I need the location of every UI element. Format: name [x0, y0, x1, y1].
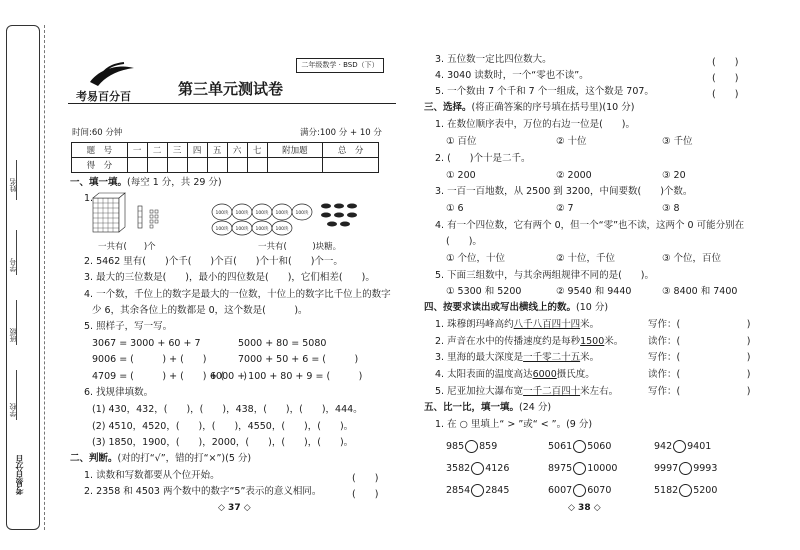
- q5-left-2: 9006 = ( ) + ( ): [92, 354, 207, 365]
- choice-4-option-3[interactable]: ③ 个位，百位: [662, 253, 722, 264]
- compare-circle[interactable]: [679, 462, 692, 475]
- svg-text:100块: 100块: [255, 227, 269, 232]
- read-write-2: [435, 336, 623, 348]
- read-write-3-answer[interactable]: 写作：( ): [648, 352, 751, 363]
- page-title: 第三单元测试卷: [178, 80, 284, 98]
- place-value-blocks-image: [90, 192, 160, 240]
- compare-circle[interactable]: [471, 484, 484, 497]
- read-write-2-target: 1500: [580, 336, 605, 347]
- score-cell: 总 分: [323, 143, 379, 158]
- judge-4: 4. 3040 读数时，一个“零也不读”。: [435, 70, 589, 81]
- choice-4-line-2: ( )。: [446, 236, 482, 247]
- section-5-title: [424, 402, 551, 414]
- section-4-title: [424, 302, 608, 314]
- q2: 2. 5462 里有( )个千( )个百( )个十和( )个一。: [84, 256, 343, 267]
- choice-1-option-2[interactable]: ② 十位: [556, 136, 587, 147]
- score-cell: 七: [247, 143, 267, 158]
- choice-5-option-2[interactable]: ② 9540 和 9440: [556, 286, 632, 297]
- svg-text:100块: 100块: [215, 227, 229, 232]
- read-write-5-prefix: 5. 尼亚加拉大瀑布宽: [435, 386, 524, 397]
- read-write-3-prefix: 3. 里海的最大深度是: [435, 352, 524, 363]
- section-3-title: [424, 102, 634, 114]
- compare-item: [548, 440, 611, 453]
- score-input[interactable]: [227, 158, 247, 173]
- read-write-1-suffix: 米。: [580, 319, 600, 330]
- section-2-note: (对的打“√”，错的打“×”)(5 分): [117, 453, 252, 464]
- judge-2: 2. 2358 和 4503 两个数中的数字“5”表示的意义相同。: [84, 486, 322, 497]
- svg-text:100块: 100块: [255, 211, 269, 216]
- q5: 5. 照样子，写一写。: [84, 321, 173, 332]
- section-3-note: (将正确答案的序号填在括号里)(10 分): [471, 102, 635, 113]
- choice-3-option-3[interactable]: ③ 8: [662, 203, 680, 214]
- judge-1-answer[interactable]: ( ): [352, 473, 379, 484]
- candy-bags-image: [208, 196, 368, 236]
- compare-intro: 1. 在 ○ 里填上“ > ”或“ < ”。(9 分): [435, 419, 593, 430]
- read-write-1-target: 八千八百四十四: [513, 319, 581, 330]
- q6-2: (2) 4510，4520，( )，( )，4550，( )，( )。: [92, 421, 354, 432]
- header-rule: [68, 103, 396, 104]
- score-input[interactable]: [247, 158, 267, 173]
- score-input[interactable]: [167, 158, 187, 173]
- score-cell: 三: [167, 143, 187, 158]
- judge-3: 3. 五位数一定比四位数大。: [435, 54, 552, 65]
- score-input[interactable]: [127, 158, 147, 173]
- read-write-4-suffix: 摄氏度。: [556, 369, 595, 380]
- score-label: 满分:100 分 + 10 分: [300, 128, 382, 138]
- compare-left-value: 942: [654, 441, 673, 452]
- name-label: 姓名: [9, 178, 17, 192]
- compare-circle[interactable]: [673, 440, 686, 453]
- score-cell: 六: [227, 143, 247, 158]
- judge-1: 1. 读数和写数都要从个位开始。: [84, 470, 220, 481]
- choice-1-option-1[interactable]: ① 百位: [446, 136, 477, 147]
- q6-1: (1) 430，432，( )，( )，438，( )，( )，444。: [92, 404, 363, 415]
- choice-1: 1. 在数位顺序表中，万位的右边一位是( )。: [435, 119, 635, 130]
- q6-3: (3) 1850，1900，( )，2000，( )，( )，( )。: [92, 437, 354, 448]
- read-write-5-suffix: 米左右。: [580, 386, 619, 397]
- school-label: 学校: [9, 403, 17, 417]
- choice-5-option-3[interactable]: ③ 8400 和 7400: [662, 286, 738, 297]
- section-4-note: (10 分): [576, 302, 609, 313]
- read-write-5-answer[interactable]: 写作：( ): [648, 386, 751, 397]
- q4-line-1: 4. 一个数，千位上的数字是最大的一位数，十位上的数字比千位上的数字: [84, 289, 391, 300]
- q5-right-1: 5000 + 80 = 5080: [238, 338, 327, 349]
- q1-caption-a: 一共有( )个: [98, 242, 156, 252]
- choice-4-option-1[interactable]: ① 个位，十位: [446, 253, 506, 264]
- choice-2: 2. ( )个十是二千。: [435, 153, 531, 164]
- compare-left-value: 9997: [654, 463, 679, 474]
- section-1-title: [70, 177, 222, 189]
- choice-2-option-2[interactable]: ② 2000: [556, 170, 592, 181]
- choice-3-option-2[interactable]: ② 7: [556, 203, 574, 214]
- choice-4-line-1: 4. 有一个四位数，它有两个 0，但一个“零”也不读，这两个 0 可能分别在: [435, 220, 745, 231]
- judge-4-answer[interactable]: ( ): [712, 73, 739, 84]
- section-5-note: (24 分): [519, 402, 552, 413]
- compare-item: [446, 440, 497, 453]
- q5-left-3: 4709 = ( ) + ( ) + ( ): [92, 371, 247, 382]
- choice-2-option-3[interactable]: ③ 20: [662, 170, 686, 181]
- svg-text:100块: 100块: [295, 211, 309, 216]
- q6: 6. 找规律填数。: [84, 387, 154, 398]
- read-write-4-target: 6000: [532, 369, 557, 380]
- section-3-heading: 三、选择。: [424, 102, 472, 113]
- score-input[interactable]: [267, 158, 323, 173]
- compare-right-value: 859: [479, 441, 498, 452]
- choice-5-option-1[interactable]: ① 5300 和 5200: [446, 286, 522, 297]
- score-table: [71, 142, 379, 173]
- judge-5-answer[interactable]: ( ): [712, 89, 739, 100]
- score-cell: 二: [147, 143, 167, 158]
- score-cell: 一: [127, 143, 147, 158]
- judge-3-answer[interactable]: ( ): [712, 57, 739, 68]
- id-label: 学号: [9, 258, 17, 272]
- read-write-1-answer[interactable]: 写作：( ): [648, 319, 751, 330]
- score-input[interactable]: [207, 158, 227, 173]
- choice-4-option-2[interactable]: ② 十位，千位: [556, 253, 616, 264]
- section-1-heading: 一、填一填。: [70, 177, 128, 188]
- q5-right-3: 6000 + 100 + 80 + 9 = ( ): [210, 371, 363, 382]
- read-write-3: [435, 352, 599, 364]
- compare-left-value: 5182: [654, 485, 679, 496]
- choice-1-option-3[interactable]: ③ 千位: [662, 136, 693, 147]
- q4-line-2: 少 6，其余各位上的数都是 0，这个数是( )。: [92, 305, 308, 316]
- compare-circle[interactable]: [573, 484, 586, 497]
- class-label: 班级: [9, 328, 17, 342]
- compare-right-value: 4126: [485, 463, 510, 474]
- read-write-4-answer[interactable]: 读作：( ): [648, 369, 751, 380]
- q5-right-2: 7000 + 50 + 6 = ( ): [238, 354, 359, 365]
- compare-item: [446, 462, 509, 475]
- judge-2-answer[interactable]: ( ): [352, 489, 379, 500]
- compare-circle[interactable]: [573, 440, 586, 453]
- section-5-heading: 五、比一比，填一填。: [424, 402, 520, 413]
- compare-left-value: 6007: [548, 485, 573, 496]
- compare-left-value: 5061: [548, 441, 573, 452]
- compare-left-value: 8975: [548, 463, 573, 474]
- read-write-1-prefix: 1. 珠穆朗玛峰高约: [435, 319, 514, 330]
- score-cell: 题 号: [72, 143, 128, 158]
- compare-circle[interactable]: [573, 462, 586, 475]
- score-cell: 五: [207, 143, 227, 158]
- section-1-note: (每空 1 分，共 29 分): [127, 177, 222, 188]
- compare-item: [654, 484, 717, 497]
- read-write-2-suffix: 米。: [604, 336, 624, 347]
- q3: 3. 最大的三位数是( )，最小的四位数是( )，它们相差( )。: [84, 272, 375, 283]
- svg-text:100块: 100块: [275, 211, 289, 216]
- read-write-3-target: 一千零二十五: [523, 352, 581, 363]
- svg-text:100块: 100块: [275, 227, 289, 232]
- read-write-5-target: 一千二百四十: [523, 386, 581, 397]
- svg-text:100块: 100块: [235, 211, 249, 216]
- read-write-2-prefix: 2. 声音在水中的传播速度约是每秒: [435, 336, 581, 347]
- section-2-heading: 二、判断。: [70, 453, 118, 464]
- svg-text:100块: 100块: [235, 227, 249, 232]
- q1-caption-b: 一共有( )块糖。: [258, 242, 342, 252]
- compare-right-value: 10000: [587, 463, 618, 474]
- score-input[interactable]: [187, 158, 207, 173]
- q5-left-1: 3067 = 3000 + 60 + 7: [92, 338, 201, 349]
- read-write-4: [435, 369, 595, 381]
- compare-left-value: 985: [446, 441, 465, 452]
- svg-text:100块: 100块: [215, 211, 229, 216]
- score-cell: 附加题: [267, 143, 323, 158]
- compare-right-value: 2845: [485, 485, 510, 496]
- subject-tag: 二年级数学 · BSD（下）: [296, 58, 384, 73]
- time-label: 时间:60 分钟: [72, 128, 123, 138]
- score-cell: 四: [187, 143, 207, 158]
- read-write-4-prefix: 4. 太阳表面的温度高达: [435, 369, 533, 380]
- section-4-heading: 四、按要求读出或写出横线上的数。: [424, 302, 577, 313]
- read-write-2-answer[interactable]: 读作：( ): [648, 336, 751, 347]
- read-write-1: [435, 319, 599, 331]
- compare-right-value: 9401: [687, 441, 712, 452]
- read-write-5: [435, 386, 618, 398]
- compare-item: [548, 462, 617, 475]
- compare-left-value: 2854: [446, 485, 471, 496]
- score-input[interactable]: [147, 158, 167, 173]
- compare-item: [654, 462, 717, 475]
- choice-2-option-1[interactable]: ① 200: [446, 170, 476, 181]
- compare-right-value: 9993: [693, 463, 718, 474]
- compare-circle[interactable]: [465, 440, 478, 453]
- brand-text: 考易百分百: [76, 90, 131, 103]
- score-header-row: [72, 143, 379, 158]
- cut-line: [44, 25, 45, 530]
- section-2-title: [70, 453, 251, 465]
- page-number-right: ◇ 38 ◇: [568, 503, 601, 513]
- compare-item: [548, 484, 611, 497]
- score-value-row: [72, 158, 379, 173]
- read-write-3-suffix: 米。: [580, 352, 600, 363]
- page-number-left: ◇ 37 ◇: [218, 503, 251, 513]
- compare-right-value: 5200: [693, 485, 718, 496]
- choice-3-option-1[interactable]: ① 6: [446, 203, 464, 214]
- score-cell: 得 分: [72, 158, 128, 173]
- compare-circle[interactable]: [679, 484, 692, 497]
- choice-5: 5. 下面三组数中，与其余两组规律不同的是( )。: [435, 270, 654, 281]
- compare-left-value: 3582: [446, 463, 471, 474]
- compare-item: [654, 440, 711, 453]
- choice-3: 3. 一百一百地数，从 2500 到 3200，中间要数( )个数。: [435, 186, 693, 197]
- q1-number: 1.: [84, 193, 94, 204]
- judge-5: 5. 一个数由 7 个千和 7 个一组成，这个数是 707。: [435, 86, 654, 97]
- compare-right-value: 5060: [587, 441, 612, 452]
- binding-logo: 考易百分百: [15, 455, 24, 495]
- compare-item: [446, 484, 509, 497]
- compare-circle[interactable]: [471, 462, 484, 475]
- compare-right-value: 6070: [587, 485, 612, 496]
- score-input[interactable]: [323, 158, 379, 173]
